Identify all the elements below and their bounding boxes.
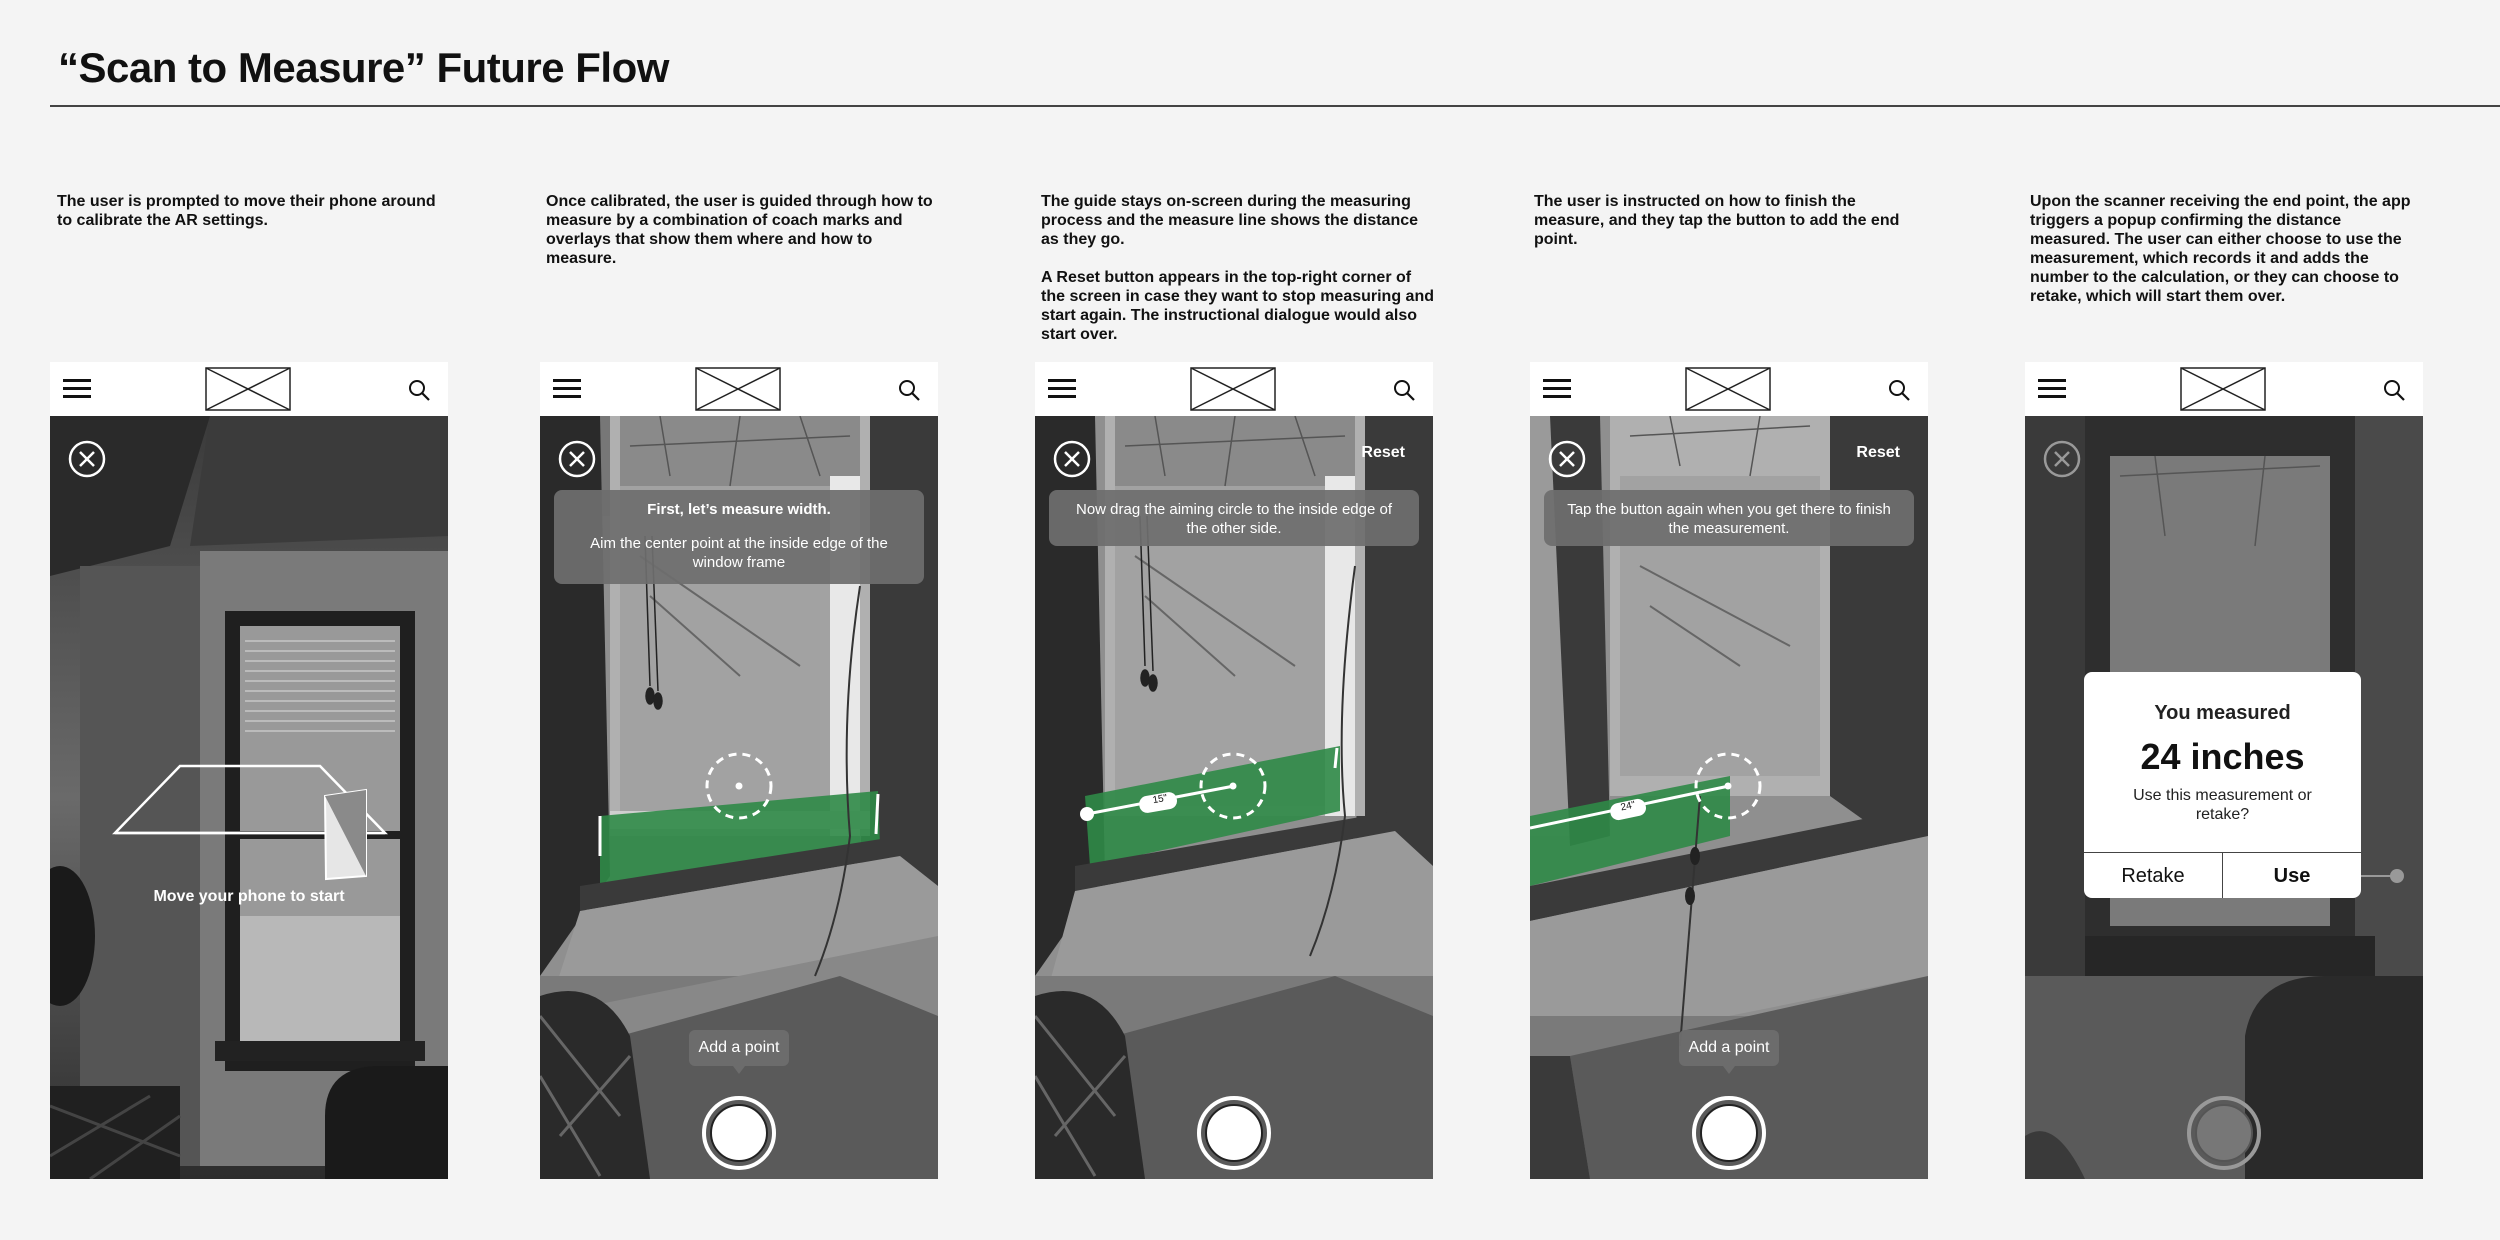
phone-mockup-measuring xyxy=(1035,362,1433,1179)
step-2-description xyxy=(546,192,941,287)
hamburger-menu-icon[interactable] xyxy=(2038,379,2066,399)
reset-button[interactable]: Reset xyxy=(1856,444,1900,461)
shutter-inner xyxy=(2195,1104,2253,1162)
logo-placeholder-icon xyxy=(2180,367,2266,411)
add-point-tooltip: Add a point xyxy=(689,1030,789,1066)
dialog-actions xyxy=(2084,852,2361,898)
camera-view xyxy=(2025,416,2423,1179)
logo-placeholder-icon xyxy=(205,367,291,411)
app-header xyxy=(50,362,448,416)
hamburger-menu-icon[interactable] xyxy=(63,379,91,399)
add-point-button-disabled xyxy=(2187,1096,2261,1170)
hamburger-menu-icon[interactable] xyxy=(1543,379,1571,399)
phone-mockup-confirm xyxy=(2025,362,2423,1179)
close-icon[interactable] xyxy=(558,440,596,478)
add-point-button[interactable] xyxy=(1197,1096,1271,1170)
camera-view xyxy=(1035,416,1433,1179)
step-4-description xyxy=(1534,192,1929,268)
description-text: The user is prompted to move their phone around to calibrate the AR settings. xyxy=(57,193,436,229)
search-icon[interactable] xyxy=(1392,378,1416,402)
app-header xyxy=(1035,362,1433,416)
description-text: The user is instructed on how to finish the measure, and they tap the button to add the end point. xyxy=(1534,193,1900,248)
logo-placeholder-icon xyxy=(695,367,781,411)
search-icon[interactable] xyxy=(1887,378,1911,402)
coach-mark-tooltip xyxy=(1049,490,1419,546)
title-divider xyxy=(50,105,2500,107)
shutter-inner xyxy=(710,1104,768,1162)
phone-mockup-finish xyxy=(1530,362,1928,1179)
step-1-description xyxy=(57,192,452,249)
search-icon[interactable] xyxy=(407,378,431,402)
room-photo xyxy=(50,416,448,1179)
coach-mark-tooltip xyxy=(554,490,924,584)
camera-view xyxy=(540,416,938,1179)
tooltip-body: Now drag the aiming circle to the inside edge of the other side. xyxy=(1075,501,1392,537)
add-point-button[interactable] xyxy=(1692,1096,1766,1170)
retake-button[interactable]: Retake xyxy=(2121,865,2185,887)
hamburger-menu-icon[interactable] xyxy=(553,379,581,399)
phone-mockup-calibrate xyxy=(50,362,448,1179)
measurement-label: 15" xyxy=(1151,792,1169,807)
close-icon[interactable] xyxy=(68,440,106,478)
tooltip-body: Tap the button again when you get there to finish the measurement. xyxy=(1567,501,1891,537)
description-text: The guide stays on-screen during the measuring process and the measure line shows the distance as they go. xyxy=(1041,193,1419,248)
search-icon[interactable] xyxy=(2382,378,2406,402)
hamburger-menu-icon[interactable] xyxy=(1048,379,1076,399)
calibration-prompt: Move your phone to start xyxy=(153,888,345,905)
logo-placeholder-icon xyxy=(1685,367,1771,411)
measurement-confirm-dialog xyxy=(2084,672,2361,898)
close-icon[interactable] xyxy=(1548,440,1586,478)
phone-mockup-guide xyxy=(540,362,938,1179)
measurement-label: 24" xyxy=(1619,799,1637,814)
close-icon[interactable] xyxy=(2043,440,2081,478)
app-header xyxy=(540,362,938,416)
coach-mark-tooltip xyxy=(1544,490,1914,546)
logo-placeholder-icon xyxy=(1190,367,1276,411)
camera-view xyxy=(1530,416,1928,1179)
description-text: A Reset button appears in the top-right corner of the screen in case they want to stop measuring and start again. The instructional dialogue would also start over. xyxy=(1041,269,1434,343)
dialog-question: Use this measurement or retake? xyxy=(2133,787,2312,823)
description-text: Upon the scanner receiving the end point, the app triggers a popup confirming the distance measured. The user can either choose to use the measurement, which records it and adds the number to the calculation, or they can choose to retake, which will start them over. xyxy=(2030,193,2411,305)
page-title: “Scan to Measure” Future Flow xyxy=(58,44,669,91)
step-5-description xyxy=(2030,192,2425,325)
tooltip-body: Aim the center point at the inside edge of the window frame xyxy=(590,535,888,571)
app-header xyxy=(2025,362,2423,416)
tooltip-title: First, let’s measure width. xyxy=(647,501,831,518)
close-icon[interactable] xyxy=(1053,440,1091,478)
description-text: Once calibrated, the user is guided through how to measure by a combination of coach marks and overlays that show them where and how to measure. xyxy=(546,193,933,267)
shutter-inner xyxy=(1205,1104,1263,1162)
add-point-tooltip: Add a point xyxy=(1679,1030,1779,1066)
add-point-button[interactable] xyxy=(702,1096,776,1170)
camera-view xyxy=(50,416,448,1179)
measured-value: 24 inches xyxy=(2140,736,2305,777)
reset-button[interactable]: Reset xyxy=(1361,444,1405,461)
dialog-heading: You measured xyxy=(2154,702,2291,724)
use-button[interactable]: Use xyxy=(2222,853,2361,898)
shutter-inner xyxy=(1700,1104,1758,1162)
search-icon[interactable] xyxy=(897,378,921,402)
step-3-description xyxy=(1041,192,1436,363)
app-header xyxy=(1530,362,1928,416)
